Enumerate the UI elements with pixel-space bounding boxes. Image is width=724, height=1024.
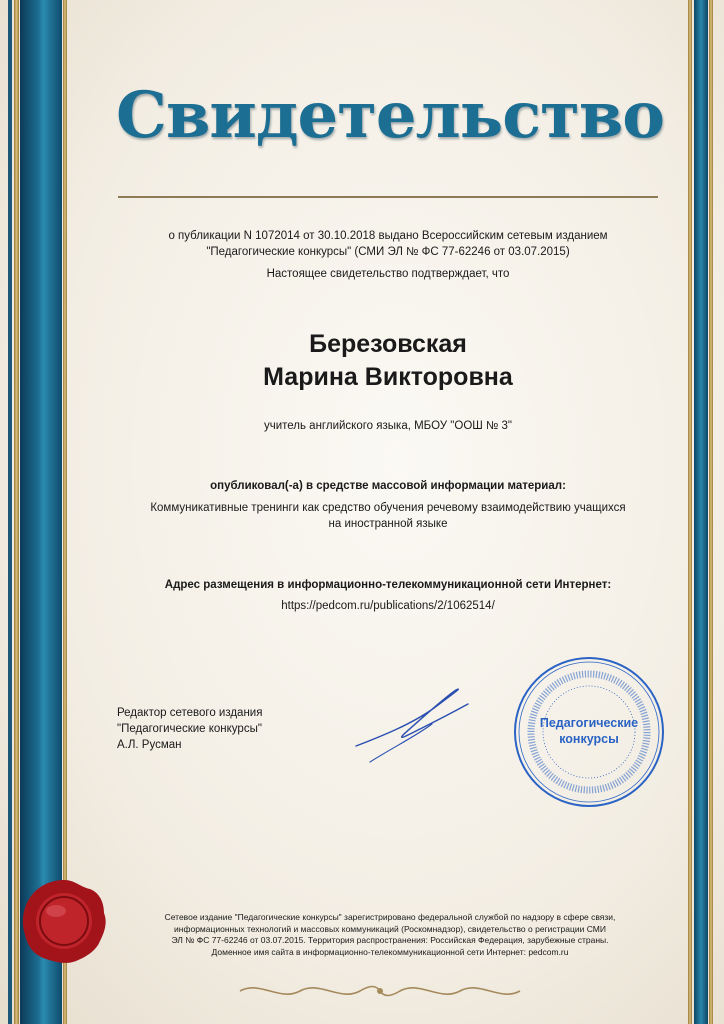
stamp-line-1: Педагогические xyxy=(539,716,639,730)
published-heading: опубликовал(-а) в средстве массовой информации материал: xyxy=(210,480,566,492)
editor-line-2: "Педагогические конкурсы" xyxy=(117,723,262,735)
recipient-name xyxy=(90,328,686,394)
right-border-gold-outer xyxy=(709,0,713,1024)
signature-icon xyxy=(352,678,472,768)
footer-legal-text xyxy=(120,912,660,958)
publication-info xyxy=(90,228,686,260)
editor-name: А.Л. Русман xyxy=(117,739,182,751)
recipient-given-names: Марина Викторовна xyxy=(263,363,513,391)
left-border-ribbon xyxy=(20,0,62,1024)
left-border-gold-inner xyxy=(63,0,67,1024)
recipient-position: учитель английского языка, МБОУ "ООШ № 3" xyxy=(263,420,513,432)
publication-url[interactable]: https://pedcom.ru/publications/2/1062514/ xyxy=(281,600,495,612)
material-line-2: на иностранной языке xyxy=(328,518,448,530)
publication-line-1: о публикации N 1072014 от 30.10.2018 выдано Всероссийским сетевым изданием xyxy=(168,230,608,242)
title-divider xyxy=(118,196,658,198)
editor-line-1: Редактор сетевого издания xyxy=(117,707,263,719)
confirm-text: Настоящее свидетельство подтверждает, что xyxy=(266,268,510,280)
right-border-ribbon xyxy=(694,0,708,1024)
footer-line-1: Сетевое издание "Педагогические конкурсы" зарегистрировано федеральной службой по надзору в сфере связи, xyxy=(164,912,616,922)
right-border-gold xyxy=(688,0,692,1024)
certificate-title: Свидетельство xyxy=(116,78,664,153)
material-title xyxy=(90,500,686,532)
left-border-thin xyxy=(8,0,12,1024)
stamp-icon xyxy=(512,655,666,809)
material-line-1: Коммуникативные тренинги как средство обучения речевому взаимодействию учащихся xyxy=(150,502,626,514)
footer-line-4: Доменное имя сайта в информационно-телекоммуникационной сети Интернет: pedcom.ru xyxy=(211,946,569,957)
editor-block xyxy=(117,705,262,753)
address-heading: Адрес размещения в информационно-телекоммуникационной сети Интернет: xyxy=(164,579,612,591)
publication-line-2: "Педагогические конкурсы" (СМИ ЭЛ № ФС 77-62246 от 03.07.2015) xyxy=(206,246,570,258)
ornament-divider-icon xyxy=(230,978,530,1004)
footer-line-2: информационных технологий и массовых коммуникаций (Роскомнадзор), свидетельство о регистрации СМИ xyxy=(174,923,606,934)
stamp-line-2: конкурсы xyxy=(559,732,619,746)
left-border-gold xyxy=(14,0,19,1024)
recipient-surname: Березовская xyxy=(309,330,467,358)
wax-seal-icon xyxy=(20,877,108,965)
footer-line-3: ЭЛ № ФС 77-62246 от 03.07.2015. Территория распространения: Российская Федерация, зарубежные страны. xyxy=(171,935,609,945)
